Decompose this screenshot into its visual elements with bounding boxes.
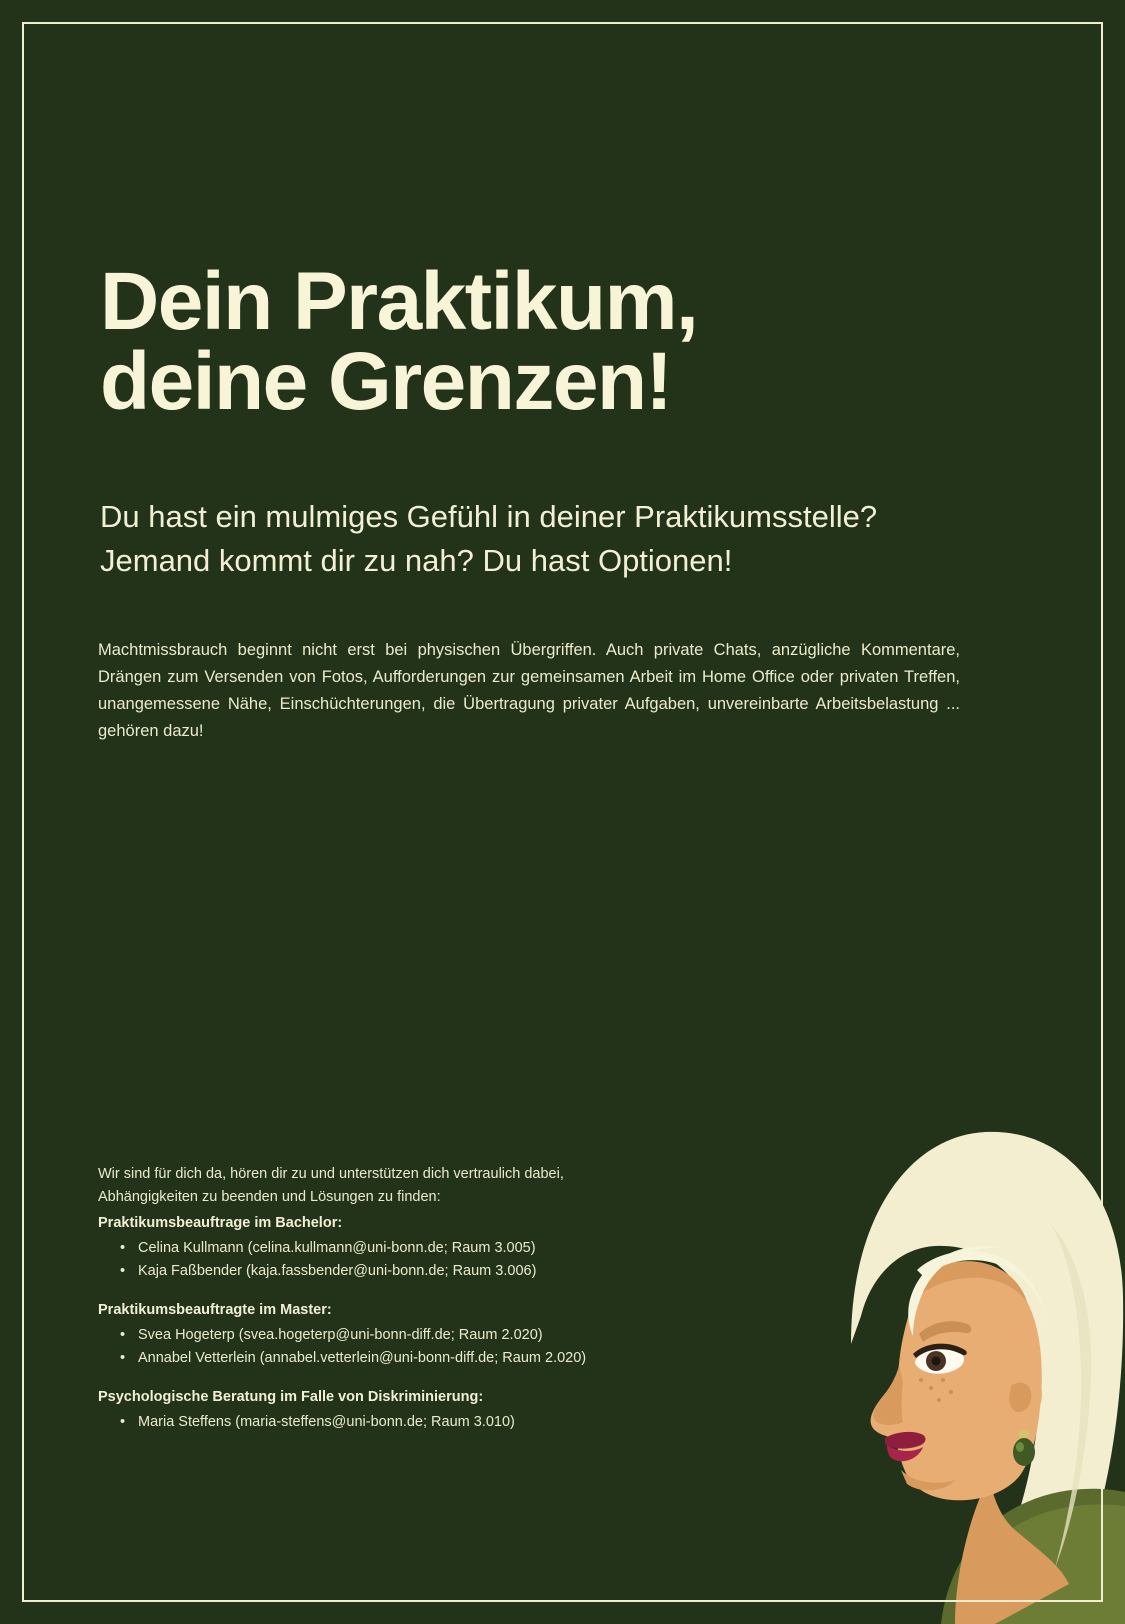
headline-line-1: Dein Praktikum, <box>100 256 698 347</box>
page-title <box>100 256 1000 428</box>
subheadline <box>100 495 1000 583</box>
contact-group-bachelor <box>98 1215 718 1284</box>
contact-people <box>98 1237 718 1284</box>
contact-group-title: Praktikumsbeauftragte im Master: <box>98 1301 332 1318</box>
support-note: Wir sind für dich da, hören dir zu und unterstützen dich vertraulich dabei, Abhängigkeiten zu beenden und Lösungen zu finden: <box>98 1165 564 1205</box>
body-paragraph: Machtmissbrauch beginnt nicht erst bei physischen Übergriffen. Auch private Chats, anzügliche Kommentare, Drängen zum Versenden von Fotos, Aufforderungen zur gemeinsamen Arbeit im Home Office oder privaten Treffen, unangemessene Nähe, Einschüchterungen, die Übertragung privater Aufgaben, unvereinbarte Arbeitsbelastung ... gehören dazu! <box>98 640 960 741</box>
subheadline-line-1: Du hast ein mulmiges Gefühl in deiner Praktikumsstelle? <box>100 499 878 534</box>
list-item: • Kaja Faßbender (kaja.fassbender@uni-bonn.de; Raum 3.006) <box>120 1260 718 1283</box>
list-item: • Maria Steffens (maria-steffens@uni-bonn.de; Raum 3.010) <box>120 1411 718 1434</box>
list-item: • Svea Hogeterp (svea.hogeterp@uni-bonn-diff.de; Raum 2.020) <box>120 1324 718 1347</box>
contact-people <box>98 1411 718 1434</box>
contact-group-counselling <box>98 1389 718 1434</box>
list-item: • Annabel Vetterlein (annabel.vetterlein@uni-bonn-diff.de; Raum 2.020) <box>120 1347 718 1370</box>
list-item: • Celina Kullmann (celina.kullmann@uni-bonn.de; Raum 3.005) <box>120 1237 718 1260</box>
contact-group-title: Praktikumsbeauftrage im Bachelor: <box>98 1215 343 1231</box>
headline-line-2: deine Grenzen! <box>100 336 672 428</box>
contact-group-title: Psychologische Beratung im Falle von Diskriminierung: <box>98 1388 484 1405</box>
contact-people <box>98 1324 718 1371</box>
contact-group-master <box>98 1302 718 1371</box>
subheadline-line-2: Jemand kommt dir zu nah? Du hast Optionen! <box>100 543 733 579</box>
contact-list <box>98 1215 718 1434</box>
